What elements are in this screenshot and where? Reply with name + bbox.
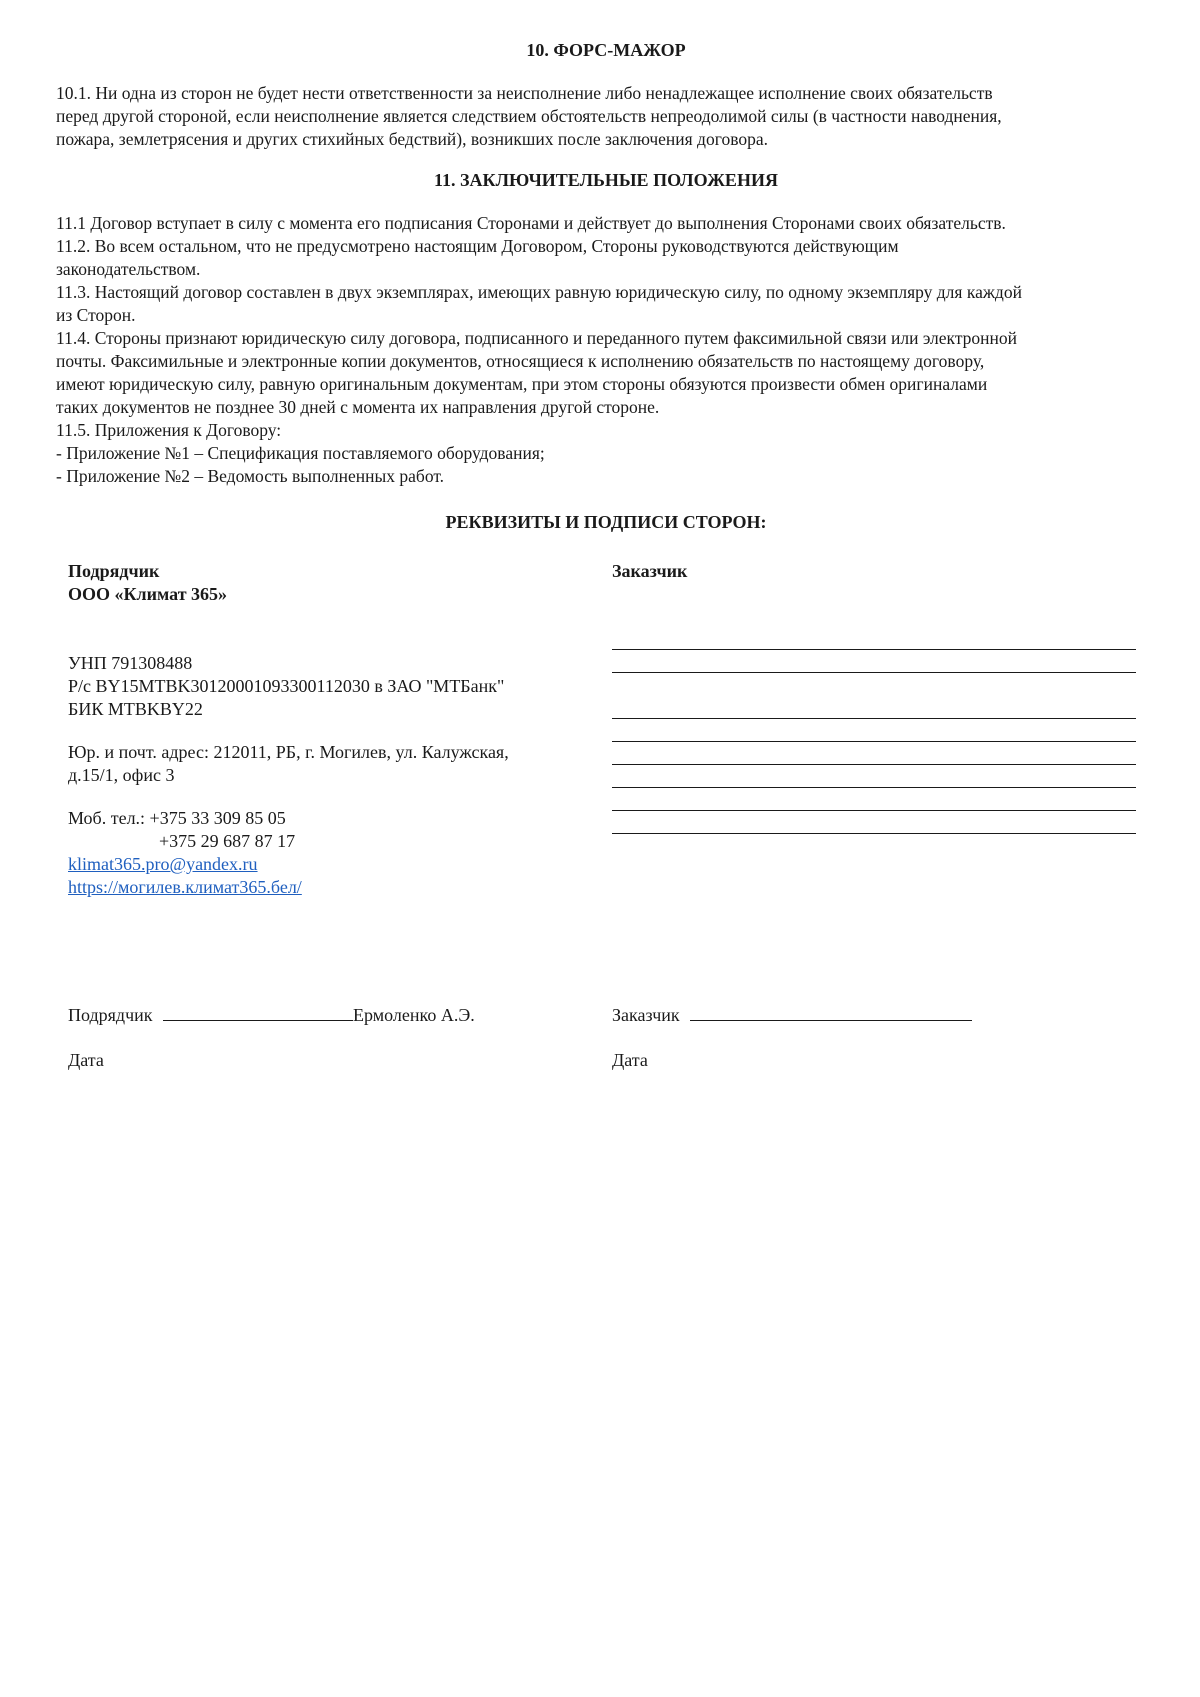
requisites-title: РЕКВИЗИТЫ И ПОДПИСИ СТОРОН: — [445, 512, 767, 532]
clause-11-2-line: законодательством. — [56, 259, 201, 279]
section-11-title: 11. ЗАКЛЮЧИТЕЛЬНЫЕ ПОЛОЖЕНИЯ — [434, 170, 778, 190]
clause-11-1: 11.1 Договор вступает в силу с момента его подписания Сторонами и действует до выполнения Сторонами своих обязательств. — [56, 213, 1006, 233]
contractor-label: Подрядчик — [68, 561, 160, 581]
appendix-1: - Приложение №1 – Спецификация поставляемого оборудования; — [56, 443, 545, 463]
customer-blank-line — [612, 787, 1136, 788]
contractor-details — [68, 560, 588, 899]
customer-signature-line[interactable] — [690, 1003, 972, 1021]
contractor-date: Дата — [68, 1050, 104, 1070]
customer-blank-line — [612, 764, 1136, 765]
customer-blank-line — [612, 718, 1136, 719]
customer-blank-line — [612, 810, 1136, 811]
appendix-2: - Приложение №2 – Ведомость выполненных работ. — [56, 466, 445, 486]
clause-11-5: 11.5. Приложения к Договору: — [56, 420, 282, 440]
clause-11-2-line: 11.2. Во всем остальном, что не предусмотрено настоящим Договором, Стороны руководствуются действующим — [56, 236, 899, 256]
contractor-signature-label: Подрядчик — [68, 1005, 153, 1025]
clause-11-4-line: имеют юридическую силу, равную оригинальным документам, при этом стороны обязуются произвести обмен оригиналами — [56, 374, 988, 394]
clause-line: пожара, землетрясения и других стихийных бедствий), возникших после заключения договора. — [56, 129, 768, 149]
contractor-email-link[interactable]: klimat365.pro@yandex.ru — [68, 854, 258, 874]
section-10-title: 10. ФОРС-МАЖОР — [526, 40, 686, 60]
customer-blank-line — [612, 833, 1136, 834]
clause-11-3-line: из Сторон. — [56, 305, 136, 325]
customer-date: Дата — [612, 1050, 648, 1070]
contractor-address-line: д.15/1, офис 3 — [68, 765, 175, 785]
contractor-signature-row — [68, 1003, 475, 1027]
clause-10-1 — [56, 82, 1156, 151]
contractor-unp: УНП 791308488 — [68, 653, 193, 673]
customer-label: Заказчик — [612, 561, 688, 581]
clause-11-4-line: таких документов не позднее 30 дней с момента их направления другой стороне. — [56, 397, 660, 417]
contractor-account: Р/с BY15MTBK30120001093300112030 в ЗАО "МТБанк" — [68, 676, 505, 696]
customer-blank-line — [612, 741, 1136, 742]
customer-details — [612, 560, 1136, 583]
customer-signature-row — [612, 1003, 972, 1027]
clause-11-4-line: 11.4. Стороны признают юридическую силу договора, подписанного и переданного путем факсимильной связи или электронной — [56, 328, 1018, 348]
clause-11-3-line: 11.3. Настоящий договор составлен в двух экземплярах, имеющих равную юридическую силу, по одному экземпляру для каждой — [56, 282, 1022, 302]
contractor-company: ООО «Климат 365» — [68, 584, 228, 604]
contractor-phone: Моб. тел.: +375 33 309 85 05 — [68, 808, 286, 828]
clause-11-4-line: почты. Факсимильные и электронные копии документов, относящиеся к исполнению обязательств по настоящему договору, — [56, 351, 985, 371]
contractor-website-link[interactable]: https://могилев.климат365.бел/ — [68, 877, 302, 897]
customer-blank-line — [612, 649, 1136, 650]
contractor-address-line: Юр. и почт. адрес: 212011, РБ, г. Могилев, ул. Калужская, — [68, 742, 509, 762]
contractor-signature-line[interactable] — [163, 1003, 353, 1021]
clause-line: перед другой стороной, если неисполнение является следствием обстоятельств непреодолимой силы (в частности наводнения, — [56, 106, 1002, 126]
contractor-signatory-name: Ермоленко А.Э. — [353, 1005, 475, 1025]
customer-signature-label: Заказчик — [612, 1005, 680, 1025]
contractor-phone: +375 29 687 87 17 — [159, 831, 296, 851]
clause-line: 10.1. Ни одна из сторон не будет нести ответственности за неисполнение либо ненадлежащее исполнение своих обязательств — [56, 83, 993, 103]
customer-blank-line — [612, 672, 1136, 673]
contractor-bik: БИК MTBKBY22 — [68, 699, 203, 719]
section-11-body — [56, 212, 1156, 488]
